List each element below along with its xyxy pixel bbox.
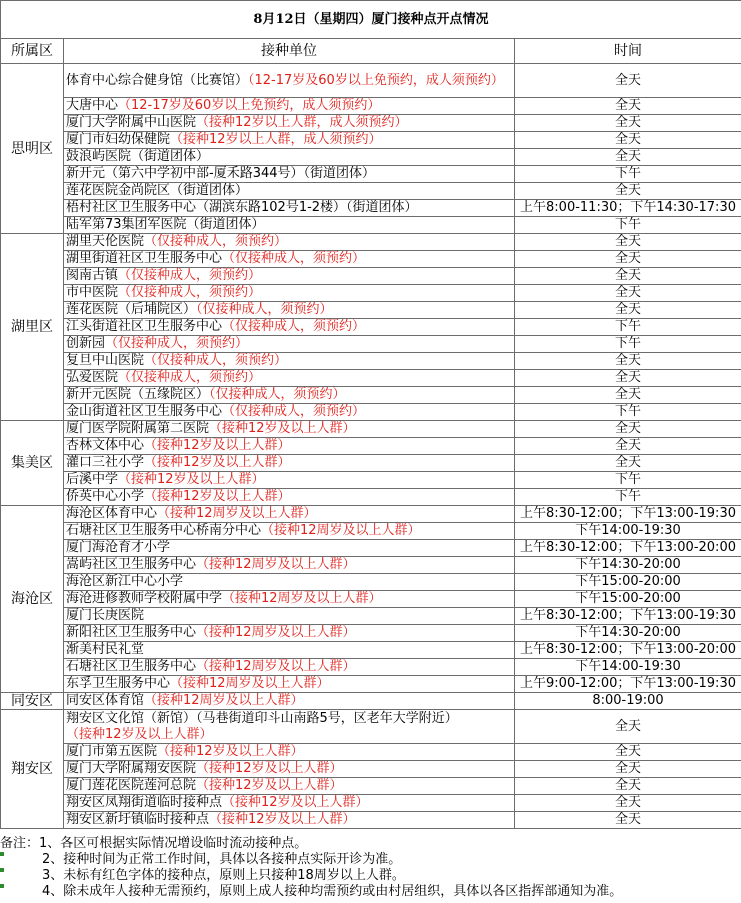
site-name: 厦门医学院附属第二医院	[66, 421, 210, 436]
time-cell: 下午14:00-19:30	[515, 523, 741, 540]
site-cell	[64, 234, 515, 251]
table-row	[1, 523, 741, 540]
site-name: 海沧区体育中心	[66, 506, 158, 521]
site-cell	[64, 795, 515, 812]
site-name: 海沧区新江中心小学	[66, 574, 184, 589]
time-cell: 下午	[515, 489, 741, 506]
table-row	[1, 217, 741, 234]
table-row	[1, 676, 741, 693]
cell-comment-marker	[0, 884, 4, 888]
site-requirement: （接种12岁及以上人群）	[118, 472, 265, 487]
site-cell	[64, 676, 515, 693]
site-name: 杏林文体中心	[66, 438, 145, 453]
time-cell: 全天	[515, 149, 741, 166]
site-name: 渐美村民礼堂	[66, 642, 145, 657]
time-cell: 全天	[515, 302, 741, 319]
table-row	[1, 353, 741, 370]
site-cell	[64, 302, 515, 319]
cell-comment-marker	[0, 852, 4, 856]
time-cell: 全天	[515, 370, 741, 387]
site-cell	[64, 761, 515, 778]
site-name: 弘爱医院	[66, 370, 119, 385]
site-name: 翔安区新圩镇临时接种点	[66, 812, 210, 827]
table-row	[1, 489, 741, 506]
time-cell: 下午	[515, 319, 741, 336]
site-cell	[64, 404, 515, 421]
site-requirement: （接种12岁及以上人群）	[222, 795, 369, 810]
site-requirement: （12-17岁及60岁以上免预约，成人须预约）	[118, 98, 381, 113]
time-cell: 全天	[515, 268, 741, 285]
table-row	[1, 149, 741, 166]
site-cell	[64, 353, 515, 370]
site-cell	[64, 506, 515, 523]
time-cell: 全天	[515, 812, 741, 829]
site-requirement: （接种12岁及以上人群）	[157, 744, 304, 759]
district-cell: 海沧区	[1, 506, 64, 693]
table-row	[1, 285, 741, 302]
table-row	[1, 795, 741, 812]
table-row	[1, 387, 741, 404]
site-name: 东孚卫生服务中心	[66, 676, 171, 691]
site-cell	[64, 132, 515, 149]
time-cell: 8:00-19:00	[515, 693, 741, 710]
site-name: 莲花医院（后埔院区）	[66, 302, 197, 317]
site-requirement: （仅接种成人，须预约）	[222, 319, 366, 334]
site-cell	[64, 98, 515, 115]
site-name: 新阳社区卫生服务中心	[66, 625, 197, 640]
sheet-title: 8月12日（星期四）厦门接种点开点情况	[1, 1, 741, 39]
cell-comment-marker	[0, 868, 4, 872]
site-cell	[64, 608, 515, 625]
table-row	[1, 336, 741, 353]
table-row	[1, 115, 741, 132]
site-name: 侨英中心小学	[66, 489, 145, 504]
table-row	[1, 319, 741, 336]
site-name: 湖里街道社区卫生服务中心	[66, 251, 223, 266]
site-cell	[64, 149, 515, 166]
site-name: 鼓浪屿医院（街道团体）	[66, 149, 210, 164]
table-row	[1, 693, 741, 710]
district-cell: 思明区	[1, 64, 64, 234]
site-requirement: （接种12周岁及以上人群）	[196, 659, 356, 674]
site-name: 翔安区文化馆（新馆）（马巷街道印斗山南路5号，区老年大学附近）	[66, 710, 458, 726]
site-name: 同安区体育馆	[66, 693, 145, 708]
site-requirement: （仅接种成人，须预约）	[105, 336, 249, 351]
time-cell: 下午15:00-20:00	[515, 574, 741, 591]
site-requirement: （仅接种成人，须预约）	[222, 251, 366, 266]
site-cell	[64, 64, 515, 98]
table-row	[1, 574, 741, 591]
site-cell	[64, 268, 515, 285]
table-row	[1, 659, 741, 676]
time-cell: 下午	[515, 404, 741, 421]
site-name: 湖里天伦医院	[66, 234, 145, 249]
time-cell: 上午8:00-11:30；下午14:30-17:30	[515, 200, 741, 217]
time-cell: 全天	[515, 353, 741, 370]
table-row	[1, 234, 741, 251]
time-cell: 下午	[515, 472, 741, 489]
site-requirement: （接种12岁及以上人群）	[209, 421, 356, 436]
site-requirement: （仅接种成人，须预约）	[118, 268, 262, 283]
site-requirement: （接种12周岁及以上人群）	[170, 676, 330, 691]
site-name: 莲花医院金尚院区（街道团体）	[66, 183, 249, 198]
site-cell	[64, 489, 515, 506]
time-cell: 全天	[515, 64, 741, 98]
site-cell	[64, 370, 515, 387]
site-cell	[64, 285, 515, 302]
site-cell	[64, 523, 515, 540]
site-cell	[64, 217, 515, 234]
site-cell	[64, 744, 515, 761]
site-cell	[64, 421, 515, 438]
site-name: 翔安区凤翔街道临时接种点	[66, 795, 223, 810]
note-line: 2、接种时间为正常工作时间，具体以各接种点实际开诊为准。	[42, 852, 402, 867]
district-cell: 湖里区	[1, 234, 64, 421]
time-cell: 全天	[515, 795, 741, 812]
site-cell	[64, 166, 515, 183]
site-name: 阂南古镇	[66, 268, 119, 283]
table-row	[1, 183, 741, 200]
time-cell: 全天	[515, 438, 741, 455]
site-name: 复旦中山医院	[66, 353, 145, 368]
table-row	[1, 302, 741, 319]
table-row	[1, 812, 741, 829]
time-cell: 全天	[515, 251, 741, 268]
time-cell: 下午	[515, 166, 741, 183]
site-requirement: （接种12岁及以上人群）	[196, 761, 343, 776]
time-cell: 全天	[515, 115, 741, 132]
site-requirement: （12-17岁及60岁以上免预约，成人须预约）	[248, 72, 504, 88]
time-cell: 下午	[515, 336, 741, 353]
table-row	[1, 370, 741, 387]
site-requirement: （接种12岁及以上人群）	[209, 812, 356, 827]
site-name: 厦门海沧育才小学	[66, 540, 171, 555]
site-cell	[64, 336, 515, 353]
site-requirement: （接种12岁以上人群，成人须预约）	[170, 132, 382, 147]
site-requirement: （接种12岁以上人群，成人须预约）	[196, 115, 408, 130]
table-row	[1, 64, 741, 98]
table-row	[1, 642, 741, 659]
site-name: 厦门长庚医院	[66, 608, 145, 623]
site-requirement: （仅接种成人，须预约）	[144, 353, 288, 368]
site-requirement: （接种12周岁及以上人群）	[157, 506, 317, 521]
table-row	[1, 200, 741, 217]
site-requirement: （接种12周岁及以上人群）	[196, 625, 356, 640]
site-cell	[64, 455, 515, 472]
site-name: 厦门市妇幼保健院	[66, 132, 171, 147]
table-row	[1, 132, 741, 149]
site-name: 梧村社区卫生服务中心（湖滨东路102号1-2楼）（街道团体）	[66, 200, 418, 215]
site-cell	[64, 778, 515, 795]
table-row	[1, 421, 741, 438]
table-row	[1, 166, 741, 183]
site-name: 创新园	[66, 336, 106, 351]
site-name: 石塘社区卫生服务中心桥南分中心	[66, 523, 262, 538]
site-name: 厦门大学附属翔安医院	[66, 761, 197, 776]
site-name: 厦门大学附属中山医院	[66, 115, 197, 130]
site-cell	[64, 387, 515, 404]
table-row	[1, 608, 741, 625]
table-row	[1, 472, 741, 489]
time-cell: 上午8:30-12:00；下午13:00-20:00	[515, 540, 741, 557]
site-name: 厦门莲花医院莲河总院	[66, 778, 197, 793]
site-name: 后溪中学	[66, 472, 119, 487]
time-cell: 全天	[515, 778, 741, 795]
site-cell	[64, 251, 515, 268]
header-site: 接种单位	[64, 39, 515, 64]
site-name: 新开元（第六中学初中部-厦禾路344号）（街道团体）	[66, 166, 376, 181]
time-cell: 全天	[515, 285, 741, 302]
time-cell: 全天	[515, 710, 741, 744]
site-requirement: （仅接种成人，须预约）	[118, 285, 262, 300]
site-cell	[64, 812, 515, 829]
time-cell: 下午14:30-20:00	[515, 625, 741, 642]
site-requirement: （接种12周岁及以上人群）	[144, 693, 304, 708]
table-row	[1, 506, 741, 523]
site-cell	[64, 183, 515, 200]
header-time: 时间	[515, 39, 741, 64]
time-cell: 下午	[515, 217, 741, 234]
time-cell: 全天	[515, 387, 741, 404]
site-name: 厦门市第五医院	[66, 744, 158, 759]
notes	[0, 836, 741, 900]
site-cell	[64, 557, 515, 574]
site-name: 新开元医院（五缘院区）	[66, 387, 210, 402]
district-cell: 同安区	[1, 693, 64, 710]
time-cell: 下午14:00-19:30	[515, 659, 741, 676]
district-cell: 集美区	[1, 421, 64, 506]
table-row	[1, 540, 741, 557]
site-cell	[64, 438, 515, 455]
time-cell: 全天	[515, 744, 741, 761]
site-requirement: （仅接种成人，须预约）	[196, 302, 333, 317]
table-row	[1, 710, 741, 744]
note-line: 4、除未成年人接种无需预约，原则上成人接种均需预约或由村居组织，具体以各区指挥部通知为准。	[42, 884, 623, 899]
district-cell: 翔安区	[1, 710, 64, 829]
site-name: 石塘社区卫生服务中心	[66, 659, 197, 674]
site-cell	[64, 319, 515, 336]
time-cell: 上午8:30-12:00；下午13:00-19:30	[515, 506, 741, 523]
time-cell: 上午9:00-12:00；下午13:00-19:30	[515, 676, 741, 693]
table-row	[1, 625, 741, 642]
time-cell: 全天	[515, 421, 741, 438]
time-cell: 下午14:30-20:00	[515, 557, 741, 574]
site-requirement: （接种12岁及以上人群）	[196, 778, 343, 793]
site-name: 灌口三社小学	[66, 455, 145, 470]
time-cell: 上午8:30-12:00；下午13:00-20:00	[515, 642, 741, 659]
site-requirement: （接种12周岁及以上人群）	[261, 523, 421, 538]
table-row	[1, 778, 741, 795]
site-cell	[64, 659, 515, 676]
site-cell	[64, 115, 515, 132]
site-cell	[64, 710, 515, 744]
note-line: 备注：1、各区可根据实际情况增设临时流动接种点。	[0, 836, 308, 851]
site-requirement: （接种12岁及以上人群）	[144, 455, 291, 470]
site-name: 嵩屿社区卫生服务中心	[66, 557, 197, 572]
site-cell	[64, 693, 515, 710]
table-row	[1, 761, 741, 778]
time-cell: 上午8:30-12:00；下午13:00-19:30	[515, 608, 741, 625]
site-requirement: （接种12周岁及以上人群）	[196, 557, 356, 572]
site-requirement: （仅接种成人，须预约）	[209, 387, 346, 402]
table-row	[1, 557, 741, 574]
site-name: 体育中心综合健身馆（比赛馆）	[66, 72, 249, 88]
table-row	[1, 251, 741, 268]
site-requirement: （接种12周岁及以上人群）	[222, 591, 382, 606]
site-name: 市中医院	[66, 285, 119, 300]
site-name: 大唐中心	[66, 98, 119, 113]
header-district: 所属区	[1, 39, 64, 64]
note-line: 3、未标有红色字体的接种点，原则上只接种18周岁以上人群。	[42, 868, 405, 883]
table-row	[1, 744, 741, 761]
site-requirement: （接种12岁及以上人群）	[144, 438, 291, 453]
table-row	[1, 591, 741, 608]
site-name: 江头街道社区卫生服务中心	[66, 319, 223, 334]
time-cell: 全天	[515, 761, 741, 778]
time-cell: 全天	[515, 98, 741, 115]
time-cell: 全天	[515, 234, 741, 251]
site-name: 陆军第73集团军医院（街道团体）	[66, 217, 265, 232]
site-cell	[64, 540, 515, 557]
site-requirement: （接种12岁及以上人群）	[66, 726, 213, 742]
table-row	[1, 98, 741, 115]
time-cell: 全天	[515, 455, 741, 472]
time-cell: 全天	[515, 132, 741, 149]
site-requirement: （仅接种成人，须预约）	[118, 370, 262, 385]
site-cell	[64, 472, 515, 489]
table-row	[1, 455, 741, 472]
site-name: 金山街道社区卫生服务中心	[66, 404, 223, 419]
site-cell	[64, 642, 515, 659]
site-requirement: （仅接种成人，须预约）	[222, 404, 366, 419]
table-row	[1, 404, 741, 421]
site-cell	[64, 200, 515, 217]
site-cell	[64, 574, 515, 591]
table-row	[1, 438, 741, 455]
time-cell: 全天	[515, 183, 741, 200]
site-cell	[64, 591, 515, 608]
site-requirement: （接种12岁及以上人群）	[144, 489, 291, 504]
site-requirement: （仅接种成人，须预约）	[144, 234, 288, 249]
table-row	[1, 268, 741, 285]
site-cell	[64, 625, 515, 642]
time-cell: 下午15:00-20:00	[515, 591, 741, 608]
site-name: 海沧进修教师学校附属中学	[66, 591, 223, 606]
